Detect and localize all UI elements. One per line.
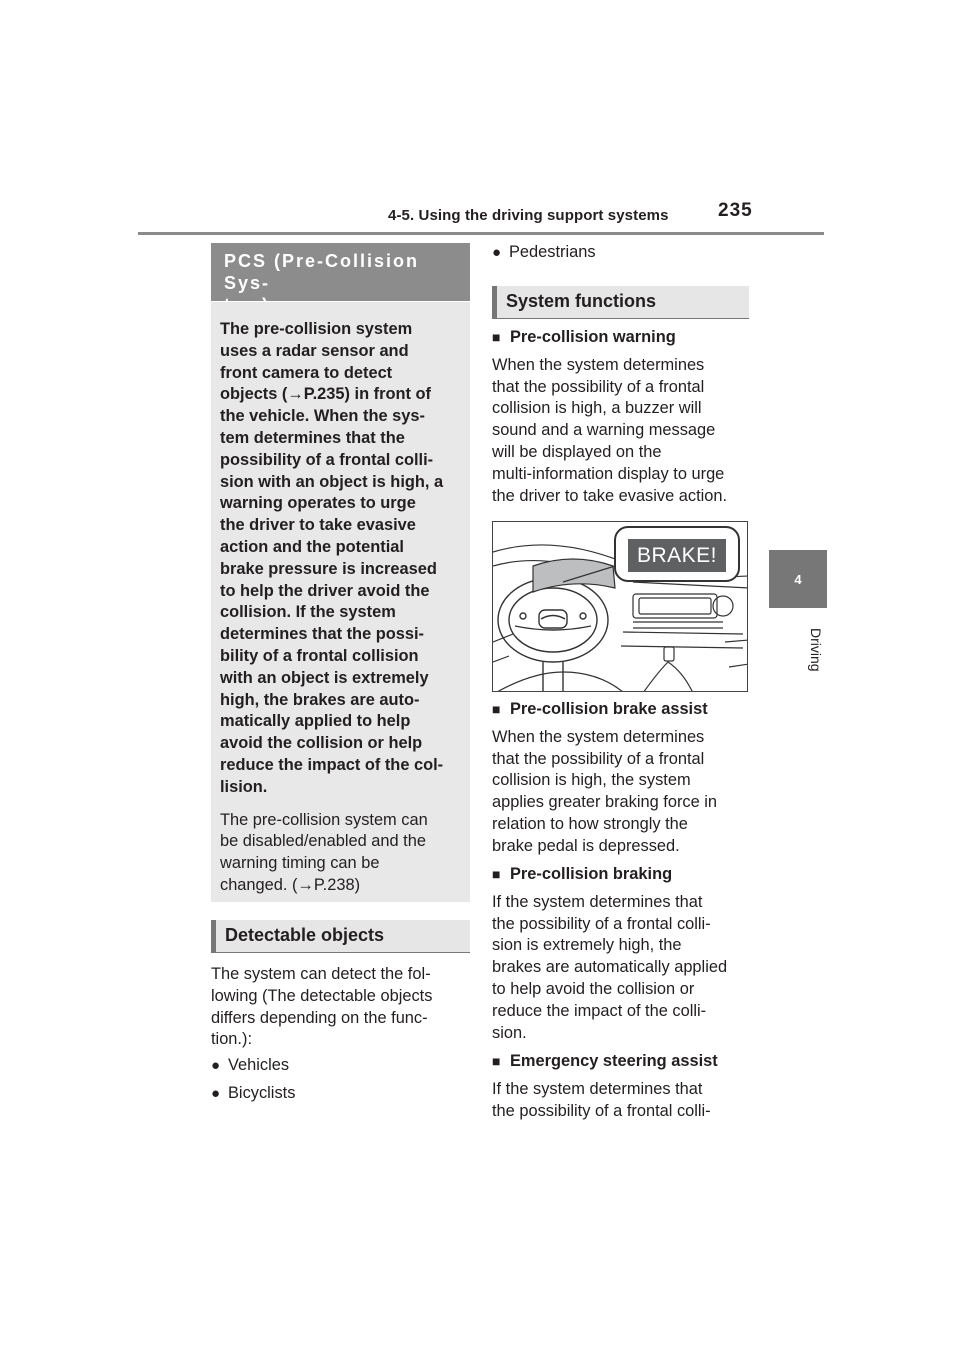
section-title xyxy=(492,699,749,721)
steering-section xyxy=(492,1051,749,1122)
text-line: front camera to detect xyxy=(220,363,393,382)
list-item-label: Bicyclists xyxy=(228,1083,296,1102)
text-line: the driver to take evasive xyxy=(220,516,416,535)
text-line: will be displayed on the xyxy=(492,442,662,461)
text-line: the vehicle. When the sys- xyxy=(220,407,425,426)
text-line: uses a radar sensor and xyxy=(220,341,409,360)
text-line: lowing (The detectable objects xyxy=(211,986,433,1005)
steering-paragraph xyxy=(492,1079,749,1123)
text-line: When the system determines xyxy=(492,355,705,374)
detectable-list xyxy=(211,1055,470,1105)
section-title-text: Pre-collision warning xyxy=(510,328,676,346)
pcs-heading xyxy=(211,243,470,301)
text-line: brake pedal is depressed. xyxy=(492,836,680,855)
text-line: to help the driver avoid the xyxy=(220,581,430,600)
text-line: tion.): xyxy=(211,1030,252,1049)
text-line: to help avoid the collision or xyxy=(492,979,695,998)
text-line: reduce the impact of the col- xyxy=(220,755,444,774)
text-line: sion with an object is high, a xyxy=(220,472,444,491)
brake-assist-section xyxy=(492,699,749,858)
text-line: sion is extremely high, the xyxy=(492,936,682,955)
detectable-list-continued xyxy=(492,242,749,264)
text-line: the possibility of a frontal colli- xyxy=(492,914,711,933)
text-line: warning operates to urge xyxy=(220,494,416,513)
section-title xyxy=(492,327,749,349)
section-title-text: Emergency steering assist xyxy=(510,1052,718,1070)
text-line: that the possibility of a frontal xyxy=(492,377,705,396)
list-item-label: Pedestrians xyxy=(509,243,596,261)
text-line: brakes are automatically applied xyxy=(492,958,728,977)
pcs-bold-paragraph xyxy=(220,319,460,799)
section-title-text: Pre-collision brake assist xyxy=(510,700,708,718)
bullet-icon: ● xyxy=(492,244,502,261)
system-functions-heading: System functions xyxy=(492,286,749,319)
chapter-label: Driving xyxy=(808,628,824,672)
text-line: be disabled/enabled and the xyxy=(220,832,426,851)
list-item xyxy=(492,242,749,264)
text-line: determines that the possi- xyxy=(220,625,425,644)
text-line: tem determines that the xyxy=(220,428,405,447)
text-line: collision is high, the system xyxy=(492,771,691,790)
text-line: that the possibility of a frontal xyxy=(492,749,705,768)
text-line: collision. If the system xyxy=(220,603,396,622)
text-line: with an object is extremely xyxy=(220,668,429,687)
list-item-label: Vehicles xyxy=(228,1056,290,1074)
chapter-number: 4 xyxy=(794,571,802,587)
text-line: The pre-collision system can xyxy=(220,810,428,829)
square-bullet-icon: ■ xyxy=(492,701,501,717)
square-bullet-icon: ■ xyxy=(492,866,501,882)
text-line: possibility of a frontal colli- xyxy=(220,450,434,469)
page-reference-link[interactable]: changed. (→P.238) xyxy=(220,875,361,894)
text-line: The system can detect the fol- xyxy=(211,965,431,983)
text-line: If the system determines that xyxy=(492,892,703,911)
square-bullet-icon: ■ xyxy=(492,329,501,345)
warning-paragraph xyxy=(492,355,749,508)
text-line: the driver to take evasive action. xyxy=(492,486,728,505)
braking-section xyxy=(492,864,749,1044)
text-line: high, the brakes are auto- xyxy=(220,690,420,709)
section-title xyxy=(492,1051,749,1073)
page-number: 235 xyxy=(718,200,753,221)
text-line: bility of a frontal collision xyxy=(220,646,419,665)
text-line: differs depending on the func- xyxy=(211,1008,428,1027)
text-line: relation to how strongly the xyxy=(492,814,688,833)
text-line: warning timing can be xyxy=(220,854,380,873)
section-title-text: Pre-collision braking xyxy=(510,865,673,883)
chapter-tab[interactable] xyxy=(769,550,827,608)
brake-warning-message: BRAKE! xyxy=(628,539,726,572)
text-line: applies greater braking force in xyxy=(492,793,718,812)
text-line: sion. xyxy=(492,1023,527,1042)
text-line: avoid the collision or help xyxy=(220,734,423,753)
pcs-heading-line: PCS (Pre-Collision Sys- xyxy=(224,251,420,293)
text-line: brake pressure is increased xyxy=(220,559,437,578)
detectable-objects-heading: Detectable objects xyxy=(211,920,470,953)
pcs-plain-paragraph xyxy=(220,810,460,897)
text-line: If the system determines that xyxy=(492,1079,703,1098)
pcs-summary-box xyxy=(211,302,470,902)
square-bullet-icon: ■ xyxy=(492,1053,501,1069)
text-line: the possibility of a frontal colli- xyxy=(492,1101,711,1120)
warning-section xyxy=(492,327,749,507)
header-divider xyxy=(138,232,824,235)
list-item xyxy=(211,1083,470,1105)
text-line: The pre-collision system xyxy=(220,320,413,338)
section-title xyxy=(492,864,749,886)
text-line: collision is high, a buzzer will xyxy=(492,399,702,418)
list-item xyxy=(211,1055,470,1077)
text-line: matically applied to help xyxy=(220,712,411,731)
bullet-icon: ● xyxy=(211,1057,221,1074)
bullet-icon: ● xyxy=(211,1084,221,1102)
text-line: multi-information display to urge xyxy=(492,464,725,483)
text-line: lision. xyxy=(220,777,268,796)
text-line: action and the potential xyxy=(220,537,404,556)
dashboard-illustration xyxy=(492,521,748,692)
page-reference-link[interactable]: objects (→P.235) in front of xyxy=(220,385,431,404)
text-line: sound and a warning message xyxy=(492,421,716,440)
detectable-intro xyxy=(211,964,470,1051)
brake-assist-paragraph xyxy=(492,727,749,858)
section-title: 4-5. Using the driving support systems xyxy=(388,207,669,224)
text-line: When the system determines xyxy=(492,727,705,746)
braking-paragraph xyxy=(492,892,749,1045)
text-line: reduce the impact of the colli- xyxy=(492,1001,707,1020)
warning-callout xyxy=(614,526,740,582)
